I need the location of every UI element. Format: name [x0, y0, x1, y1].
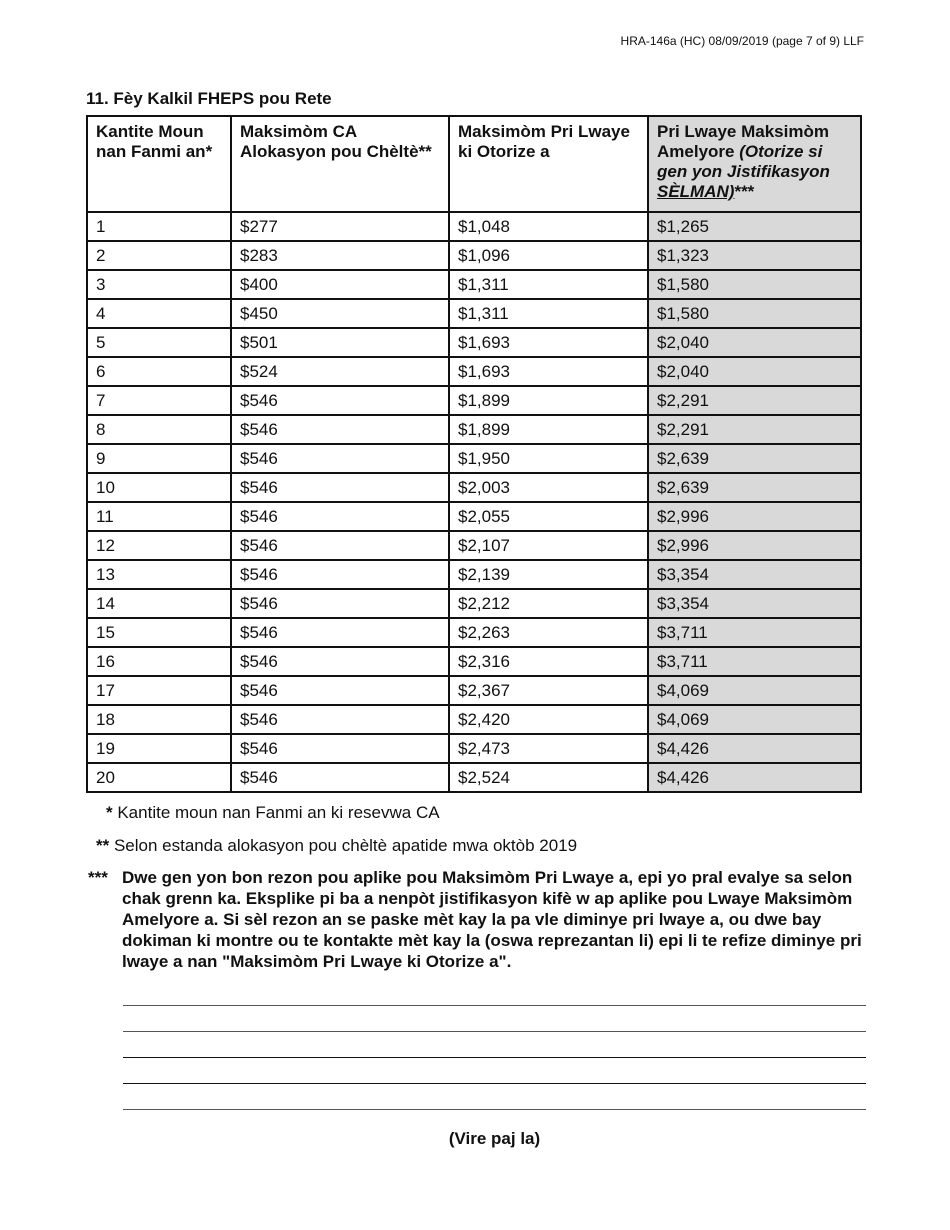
cell-max-ca-shelter: $283	[231, 241, 449, 270]
cell-household-size: 10	[87, 473, 231, 502]
justification-line[interactable]	[123, 1032, 866, 1058]
cell-household-size: 19	[87, 734, 231, 763]
cell-max-ca-shelter: $400	[231, 270, 449, 299]
cell-enhanced-max-rent: $1,265	[648, 212, 861, 241]
header-enhanced-max-rent	[648, 116, 861, 212]
cell-max-rent: $2,263	[449, 618, 648, 647]
table-header-row	[87, 116, 861, 212]
cell-household-size: 8	[87, 415, 231, 444]
cell-household-size: 12	[87, 531, 231, 560]
cell-max-ca-shelter: $546	[231, 705, 449, 734]
table-row	[87, 647, 861, 676]
table-row	[87, 734, 861, 763]
table-row	[87, 473, 861, 502]
table-row	[87, 444, 861, 473]
fheps-table	[86, 115, 862, 793]
justification-lines	[86, 980, 866, 1110]
cell-household-size: 9	[87, 444, 231, 473]
cell-max-rent: $1,693	[449, 328, 648, 357]
cell-household-size: 2	[87, 241, 231, 270]
header-max-ca-shelter: Maksimòm CA Alokasyon pou Chèltè**	[231, 116, 449, 212]
header-enhanced-main: Pri Lwaye Maksimòm Amelyore	[657, 122, 829, 161]
justification-line[interactable]	[123, 1058, 866, 1084]
justification-line[interactable]	[123, 1084, 866, 1110]
cell-enhanced-max-rent: $2,996	[648, 531, 861, 560]
form-reference: HRA-146a (HC) 08/09/2019 (page 7 of 9) LLF	[620, 34, 864, 48]
cell-household-size: 3	[87, 270, 231, 299]
cell-household-size: 6	[87, 357, 231, 386]
cell-enhanced-max-rent: $4,426	[648, 763, 861, 792]
justification-line[interactable]	[123, 1006, 866, 1032]
cell-max-rent: $2,003	[449, 473, 648, 502]
cell-max-rent: $1,048	[449, 212, 648, 241]
cell-max-rent: $2,139	[449, 560, 648, 589]
cell-enhanced-max-rent: $2,639	[648, 444, 861, 473]
cell-max-rent: $1,899	[449, 415, 648, 444]
table-row	[87, 763, 861, 792]
table-row	[87, 212, 861, 241]
cell-household-size: 20	[87, 763, 231, 792]
cell-max-ca-shelter: $546	[231, 589, 449, 618]
table-row	[87, 589, 861, 618]
cell-household-size: 16	[87, 647, 231, 676]
footnote-3-mark: ***	[88, 868, 108, 887]
footnote-1-mark: *	[106, 803, 113, 822]
footnote-2	[86, 835, 866, 856]
table-row	[87, 270, 861, 299]
cell-max-ca-shelter: $546	[231, 560, 449, 589]
table-row	[87, 299, 861, 328]
header-enhanced-suffix: ***	[734, 182, 755, 201]
cell-max-rent: $1,693	[449, 357, 648, 386]
cell-enhanced-max-rent: $2,639	[648, 473, 861, 502]
header-enhanced-italic: (Otorize si gen yon Jistifikasyon	[657, 142, 830, 181]
cell-max-rent: $2,367	[449, 676, 648, 705]
cell-max-ca-shelter: $546	[231, 473, 449, 502]
cell-enhanced-max-rent: $3,711	[648, 618, 861, 647]
footnote-2-mark: **	[96, 836, 110, 855]
cell-max-ca-shelter: $546	[231, 618, 449, 647]
cell-enhanced-max-rent: $3,354	[648, 560, 861, 589]
cell-household-size: 4	[87, 299, 231, 328]
cell-max-ca-shelter: $277	[231, 212, 449, 241]
cell-max-rent: $1,899	[449, 386, 648, 415]
cell-household-size: 18	[87, 705, 231, 734]
cell-household-size: 14	[87, 589, 231, 618]
cell-max-ca-shelter: $546	[231, 502, 449, 531]
footnote-1	[86, 802, 866, 823]
cell-max-rent: $2,212	[449, 589, 648, 618]
cell-enhanced-max-rent: $3,354	[648, 589, 861, 618]
cell-max-ca-shelter: $546	[231, 647, 449, 676]
cell-max-ca-shelter: $546	[231, 415, 449, 444]
cell-household-size: 7	[87, 386, 231, 415]
cell-household-size: 17	[87, 676, 231, 705]
cell-max-ca-shelter: $501	[231, 328, 449, 357]
cell-max-rent: $2,107	[449, 531, 648, 560]
table-row	[87, 328, 861, 357]
table-row	[87, 618, 861, 647]
table-row	[87, 531, 861, 560]
table-row	[87, 241, 861, 270]
header-enhanced-only: SÈLMAN)	[657, 182, 735, 201]
header-max-rent: Maksimòm Pri Lwaye ki Otorize a	[449, 116, 648, 212]
cell-enhanced-max-rent: $2,996	[648, 502, 861, 531]
cell-max-rent: $2,316	[449, 647, 648, 676]
cell-max-rent: $2,473	[449, 734, 648, 763]
cell-max-rent: $1,311	[449, 270, 648, 299]
cell-enhanced-max-rent: $4,069	[648, 676, 861, 705]
table-row	[87, 705, 861, 734]
cell-max-ca-shelter: $524	[231, 357, 449, 386]
cell-household-size: 13	[87, 560, 231, 589]
table-row	[87, 502, 861, 531]
cell-max-ca-shelter: $450	[231, 299, 449, 328]
cell-enhanced-max-rent: $2,291	[648, 386, 861, 415]
cell-household-size: 1	[87, 212, 231, 241]
section-title: 11. Fèy Kalkil FHEPS pou Rete	[86, 89, 332, 108]
cell-max-rent: $2,524	[449, 763, 648, 792]
cell-max-ca-shelter: $546	[231, 734, 449, 763]
cell-max-rent: $1,096	[449, 241, 648, 270]
table-row	[87, 676, 861, 705]
cell-enhanced-max-rent: $1,323	[648, 241, 861, 270]
footnote-3	[86, 867, 866, 972]
turn-page-note: (Vire paj la)	[448, 1129, 541, 1148]
cell-max-rent: $2,055	[449, 502, 648, 531]
cell-enhanced-max-rent: $2,040	[648, 328, 861, 357]
table-row	[87, 415, 861, 444]
table-row	[87, 386, 861, 415]
cell-max-ca-shelter: $546	[231, 386, 449, 415]
cell-household-size: 5	[87, 328, 231, 357]
cell-max-ca-shelter: $546	[231, 763, 449, 792]
header-household-size: Kantite Moun nan Fanmi an*	[87, 116, 231, 212]
cell-enhanced-max-rent: $4,069	[648, 705, 861, 734]
cell-household-size: 11	[87, 502, 231, 531]
footnote-2-text: Selon estanda alokasyon pou chèltè apatide mwa oktòb 2019	[109, 836, 578, 855]
cell-enhanced-max-rent: $2,291	[648, 415, 861, 444]
table-row	[87, 357, 861, 386]
footnote-3-text: Dwe gen yon bon rezon pou aplike pou Maksimòm Pri Lwaye a, epi yo pral evalye sa selon chak grenn ka. Eksplike pi ba a nenpòt jistifikasyon kifè w ap aplike pou Lwaye Maksimòm Amelyore a. Si sèl rezon an se paske mèt kay la pa vle diminye pri lwaye a, ou dwe bay dokiman ki montre ou te kontakte mèt kay la (oswa reprezantan li) epi li te refize diminye pri lwaye a nan "Maksimòm Pri Lwaye ki Otorize a".	[122, 868, 862, 971]
cell-enhanced-max-rent: $1,580	[648, 299, 861, 328]
page-content	[86, 88, 866, 1150]
cell-max-rent: $2,420	[449, 705, 648, 734]
cell-enhanced-max-rent: $1,580	[648, 270, 861, 299]
table-body	[87, 212, 861, 792]
table-row	[87, 560, 861, 589]
cell-max-ca-shelter: $546	[231, 531, 449, 560]
justification-line[interactable]	[123, 980, 866, 1006]
cell-max-rent: $1,311	[449, 299, 648, 328]
cell-enhanced-max-rent: $4,426	[648, 734, 861, 763]
footnote-1-text: Kantite moun nan Fanmi an ki resevwa CA	[112, 803, 440, 822]
cell-household-size: 15	[87, 618, 231, 647]
cell-max-ca-shelter: $546	[231, 676, 449, 705]
cell-max-ca-shelter: $546	[231, 444, 449, 473]
cell-enhanced-max-rent: $3,711	[648, 647, 861, 676]
cell-enhanced-max-rent: $2,040	[648, 357, 861, 386]
cell-max-rent: $1,950	[449, 444, 648, 473]
